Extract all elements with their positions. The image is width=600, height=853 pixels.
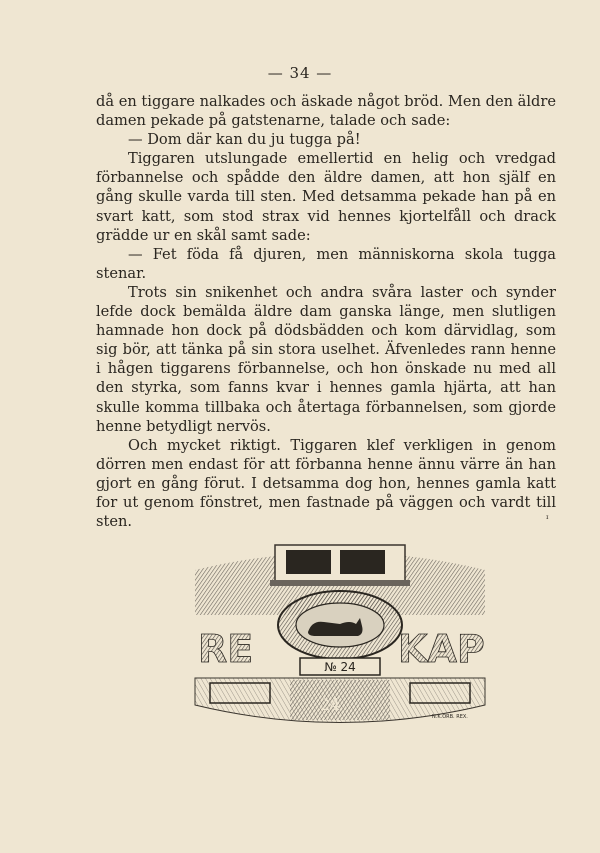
page-number: — 34 —: [267, 64, 333, 82]
window-pane-right: [340, 550, 385, 574]
artist-signature: N.K.ORB. REX.: [432, 714, 468, 720]
facade-drawing: [190, 540, 490, 740]
paragraph: — Fet föda få djuren, men människorna skola tugga stenar.: [96, 245, 556, 282]
body-text: [96, 92, 556, 531]
paragraph: Trots sin snikenhet och andra svåra laster och synder lefde dock bemälda äldre dam ganska länge, men slutligen hamnade hon dock på dödsbädden och kom därvidlag, som sig bör, att tänka på sin stora uselhet. Äfvenledes rann henne i hågen tiggarens förbannelse, och hon önskade nu med all den styrka, som fanns kvar i hennes gamla hjärta, att han skulle komma tillbaka och återtaga förbannelsen, som gjorde henne betydligt nervös.: [96, 283, 556, 435]
paragraph: Tiggaren utslungade emellertid en helig och vredgad förbannelse och spådde den äldre damen, att hon själf en gång skulle varda till sten. Med detsamma pekade han på en svart katt, som stod strax vid hennes kjortelfåll och drack grädde ur en skål samt sade:: [96, 150, 556, 244]
window-pane-left: [286, 550, 331, 574]
vignette-illustration: [190, 540, 490, 740]
sign-text-left: RE: [198, 627, 254, 671]
window-sill: [270, 580, 410, 586]
door-number: 24: [319, 695, 341, 714]
sign-text-right: KAP: [398, 627, 485, 671]
paragraph: — Dom där kan du ju tugga på!: [128, 131, 361, 149]
paragraph: då en tiggare nalkades och äskade något bröd. Men den äldre damen pekade på gatstenarne, talade och sade:: [96, 93, 556, 130]
stray-ink-mark: ᶦ: [546, 512, 549, 526]
plaque-number: № 24: [324, 660, 356, 674]
paragraph: Och mycket riktigt. Tiggaren klef verkligen in genom dörren men endast för att förbanna henne ännu värre än han gjort en gång förut. I detsamma dog hon, hennes gamla katt for ut genom fönstret, men fastnade på väggen och vardt till sten.: [96, 436, 556, 531]
